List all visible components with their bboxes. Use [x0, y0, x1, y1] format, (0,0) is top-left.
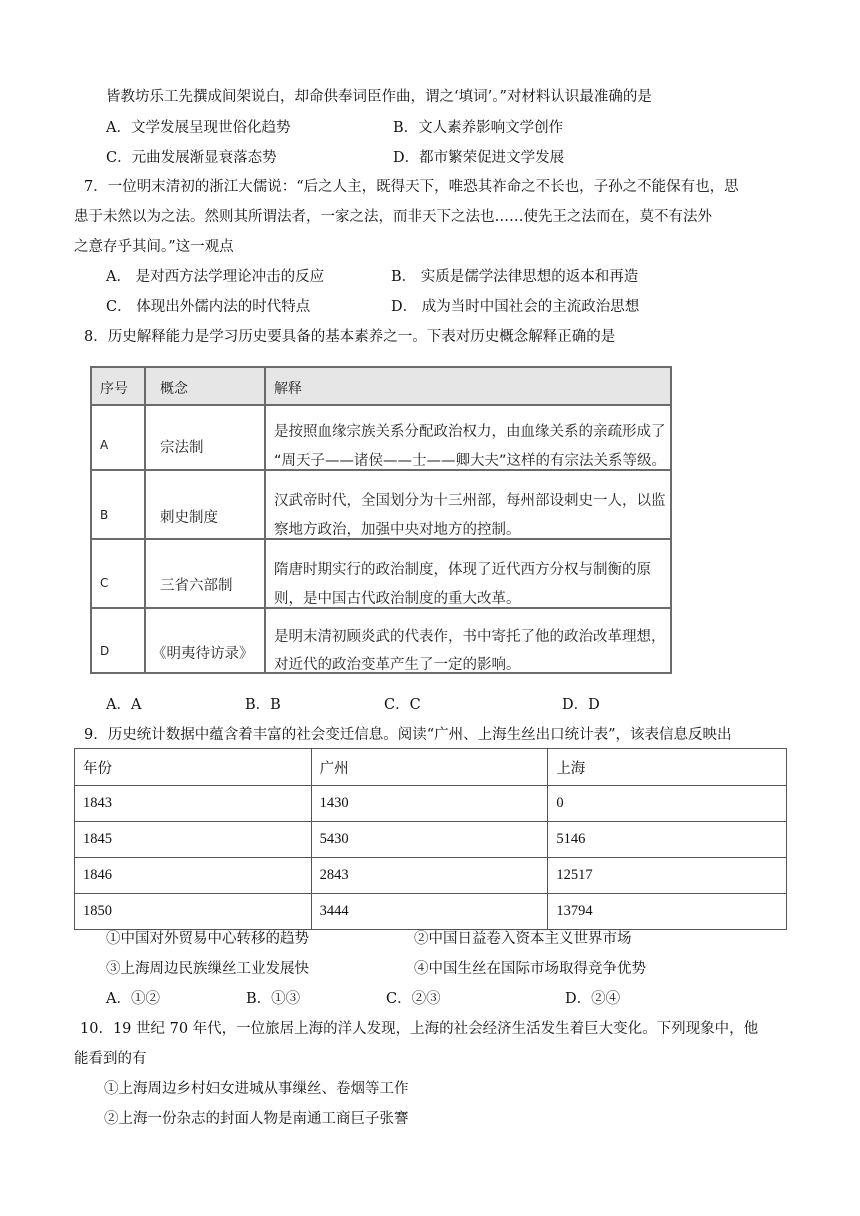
concept-row-d-concept: 《明夷待访录》 [152, 646, 254, 662]
cell-shanghai: 5146 [548, 822, 787, 858]
q9-statement-3: ③上海周边民族缫丝工业发展快 [106, 961, 309, 977]
concept-table-header-no: 序号 [100, 381, 128, 397]
table-row [75, 858, 787, 894]
q6-option-b: B．文人素养影响文学创作 [393, 120, 564, 136]
concept-row-a-concept: 宗法制 [160, 440, 204, 456]
cell-shanghai: 0 [548, 786, 787, 822]
q9-option-b: B．①③ [246, 991, 301, 1007]
q10-stem-line-1: 10．19 世纪 70 年代，一位旅居上海的洋人发现，上海的社会经济生活发生着巨大变化。下列现象中，他 [80, 1021, 759, 1037]
concept-row-c-no: C [100, 576, 109, 590]
q10-stem-line-2: 能看到的有 [74, 1051, 147, 1067]
cell-year: 1845 [75, 822, 312, 858]
q6-option-d: D．都市繁荣促进文学发展 [393, 150, 565, 166]
silk-export-table [74, 748, 787, 930]
q7-option-c: C． 体现出外儒内法的时代特点 [106, 299, 311, 315]
q8-stem: 8．历史解释能力是学习历史要具备的基本素养之一。下表对历史概念解释正确的是 [84, 329, 616, 345]
concept-row-b-concept: 刺史制度 [160, 510, 218, 526]
cell-guangzhou: 1430 [311, 786, 548, 822]
cell-guangzhou: 2843 [311, 858, 548, 894]
concept-row-d-no: D [100, 644, 110, 658]
q9-option-a: A．①② [106, 991, 160, 1007]
concept-row-b-explanation-1: 汉武帝时代，全国划分为十三州部，每州部设刺史一人，以监 [274, 493, 666, 509]
cell-guangzhou: 5430 [311, 822, 548, 858]
q7-option-d: D． 成为当时中国社会的主流政治思想 [391, 299, 640, 315]
q9-stem: 9．历史统计数据中蕴含着丰富的社会变迁信息。阅读“广州、上海生丝出口统计表”，该表信息反映出 [84, 727, 732, 743]
q6-stem-tail: 皆教坊乐工先撰成间架说白，却命供奉词臣作曲，谓之‘填词’。”对材料认识最准确的是 [106, 89, 652, 105]
q6-option-c: C．元曲发展渐显衰落态势 [106, 150, 277, 166]
concept-row-a-no: A [100, 438, 109, 452]
table-row [75, 822, 787, 858]
q8-option-b: B．B [245, 697, 281, 713]
q7-stem-line-1: 7．一位明末清初的浙江大儒说：“后之人主，既得天下，唯恐其祚命之不长也，子孙之不能保有也，思 [84, 179, 739, 195]
concept-row-a-explanation-2: “周天子——诸侯——士——卿大夫”这样的有宗法关系等级。 [274, 453, 667, 469]
header-year: 年份 [75, 749, 312, 786]
q9-option-d: D．②④ [565, 991, 621, 1007]
q7-option-b: B． 实质是儒学法律思想的返本和再造 [391, 269, 639, 285]
concept-row-a-explanation-1: 是按照血缘宗族关系分配政治权力，由血缘关系的亲疏形成了 [274, 424, 666, 440]
q7-option-a: A． 是对西方法学理论冲击的反应 [106, 269, 325, 285]
q7-stem-line-2: 患于未然以为之法。然则其所谓法者，一家之法，而非天下之法也……使先王之法而在，莫不有法外 [74, 209, 712, 225]
header-shanghai: 上海 [548, 749, 787, 786]
concept-table [90, 366, 672, 674]
cell-shanghai: 12517 [548, 858, 787, 894]
cell-shanghai: 13794 [548, 894, 787, 930]
q8-option-d: D．D [562, 697, 600, 713]
concept-row-b-no: B [100, 508, 109, 522]
concept-row-c-explanation-1: 隋唐时期实行的政治制度，体现了近代西方分权与制衡的原 [274, 562, 651, 578]
table-divider [144, 368, 146, 672]
q9-statement-2: ②中国日益卷入资本主义世界市场 [414, 931, 632, 947]
q8-option-a: A．A [106, 697, 142, 713]
q9-option-c: C．②③ [386, 991, 441, 1007]
cell-year: 1843 [75, 786, 312, 822]
table-row [75, 894, 787, 930]
cell-year: 1850 [75, 894, 312, 930]
header-guangzhou: 广州 [311, 749, 548, 786]
concept-row-b-explanation-2: 察地方政治，加强中央对地方的控制。 [274, 522, 521, 538]
concept-table-header-concept: 概念 [160, 381, 188, 397]
q10-statement-1: ①上海周边乡村妇女进城从事缫丝、卷烟等工作 [104, 1081, 409, 1097]
table-divider [264, 368, 266, 672]
q8-option-c: C．C [384, 697, 421, 713]
q9-statement-1: ①中国对外贸易中心转移的趋势 [106, 931, 309, 947]
concept-row-c-explanation-2: 则，是中国古代政治制度的重大改革。 [274, 591, 521, 607]
table-header-row [75, 749, 787, 786]
q7-stem-line-3: 之意存乎其间。”这一观点 [74, 239, 234, 255]
concept-row-c-concept: 三省六部制 [160, 578, 233, 594]
concept-row-d-explanation-2: 对近代的政治变革产生了一定的影响。 [274, 657, 521, 673]
table-row [75, 786, 787, 822]
cell-guangzhou: 3444 [311, 894, 548, 930]
cell-year: 1846 [75, 858, 312, 894]
concept-table-header-explanation: 解释 [274, 381, 302, 397]
q10-statement-2: ②上海一份杂志的封面人物是南通工商巨子张謇 [104, 1111, 409, 1127]
q6-option-a: A．文学发展呈现世俗化趋势 [106, 120, 291, 136]
concept-row-d-explanation-1: 是明末清初顾炎武的代表作，书中寄托了他的政治改革理想， [274, 629, 666, 645]
q9-statement-4: ④中国生丝在国际市场取得竞争优势 [414, 961, 646, 977]
